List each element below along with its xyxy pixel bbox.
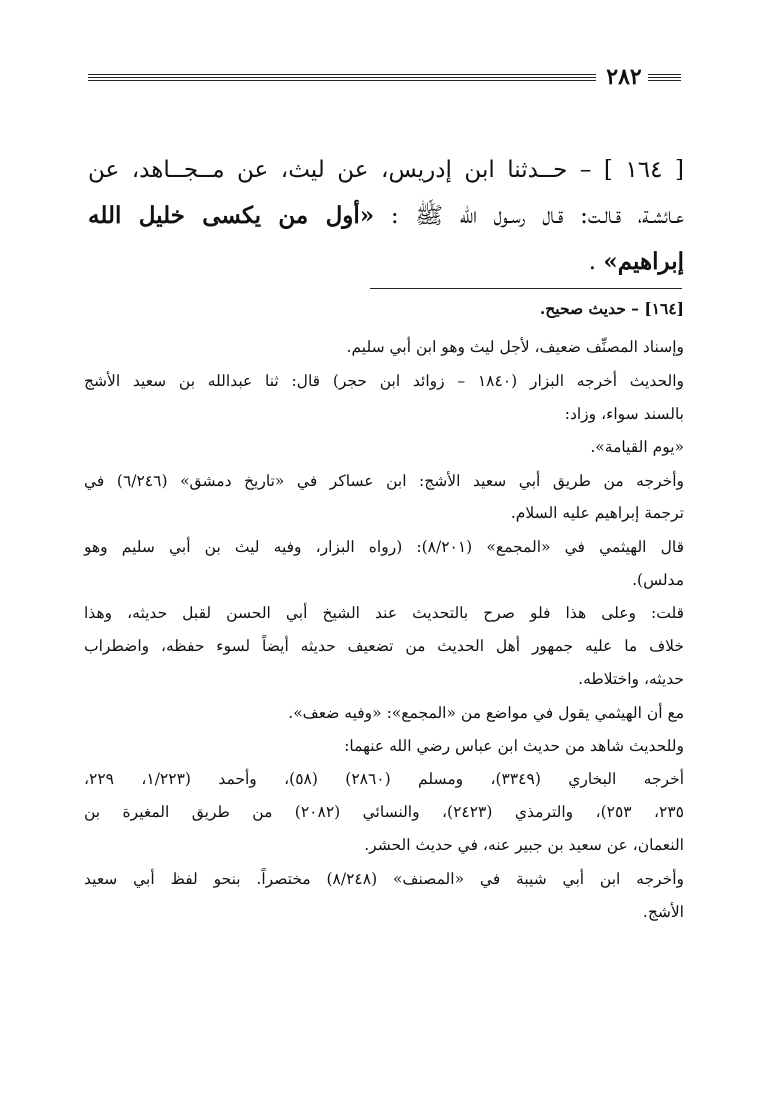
header-rule-right	[648, 74, 681, 84]
commentary-line: أخرجه البخاري (٣٣٤٩)، ومسلم (٢٨٦٠) (٥٨)، وأحمد (١/٢٢٣، ٢٢٩،	[84, 770, 684, 788]
hadith-line-2	[88, 196, 684, 236]
commentary-line: مدلس).	[632, 571, 684, 589]
footnote-separator	[370, 288, 682, 289]
header-rule-left	[88, 74, 596, 84]
commentary-line: ترجمة إبراهيم عليه السلام.	[510, 504, 684, 522]
hadith-line-3-end: .	[588, 249, 604, 275]
hadith-line-1-text: [ ١٦٤ ] – حــدثنا ابن إدريس، عن ليث، عن مــجــاهد، عن	[88, 157, 684, 183]
commentary-line: وللحديث شاهد من حديث ابن عباس رضي الله عنهما:	[344, 737, 684, 755]
hadith-line-2-text: عـائشـة، قـالـت: قـال رسـول الله ﷺ :	[390, 203, 684, 229]
commentary-line: والحديث أخرجه البزار (١٨٤٠ – زوائد ابن حجر) قال: ثنا عبدالله بن سعيد الأشج	[84, 372, 685, 390]
commentary-line: ٢٣٥، ٢٥٣)، والترمذي (٢٤٢٣)، والنسائي (٢٠٨٢) من طريق المغيرة بن	[84, 803, 685, 821]
commentary-heading: [١٦٤] – حديث صحيح.	[539, 299, 684, 318]
commentary-line: النعمان، عن سعيد بن جبير عنه، في حديث الحشر.	[364, 836, 684, 854]
commentary-line: خلاف ما عليه جمهور أهل الحديث من تضعيف حديثه أيضاً لسوء حفظه، واضطراب	[84, 637, 684, 655]
commentary-line: قال الهيثمي في «المجمع» (٨/٢٠١): (رواه البزار، وفيه ليث بن أبي سليم وهو	[84, 538, 684, 556]
hadith-line-3	[88, 242, 684, 282]
commentary-line: وأخرجه من طريق أبي سعيد الأشج: ابن عساكر في «تاريخ دمشق» (٦/٢٤٦) في	[84, 472, 685, 490]
commentary-line: وإسناد المصنِّف ضعيف، لأجل ليث وهو ابن أبي سليم.	[346, 338, 684, 356]
commentary-line: «يوم القيامة».	[590, 438, 684, 456]
commentary-line: وأخرجه ابن أبي شيبة في «المصنف» (٨/٢٤٨) مختصراً. بنحو لفظ أبي سعيد	[84, 870, 684, 888]
commentary-line: قلت: وعلى هذا فلو صرح بالتحديث عند الشيخ أبي الحسن لقبل حديثه، وهذا	[84, 604, 684, 622]
commentary-line: بالسند سواء، وزاد:	[564, 405, 684, 423]
commentary-line: مع أن الهيثمي يقول في مواضع من «المجمع»: «وفيه ضعف».	[288, 704, 684, 722]
commentary-line: حديثه، واختلاطه.	[578, 670, 684, 688]
hadith-matn-end: إبراهيم»	[603, 248, 684, 275]
commentary-line: الأشج.	[642, 903, 684, 921]
page-number: ٢٨٢	[606, 64, 642, 90]
hadith-matn-text: «أول من يكسى خليل الله	[88, 202, 375, 229]
hadith-line-1	[88, 150, 684, 190]
